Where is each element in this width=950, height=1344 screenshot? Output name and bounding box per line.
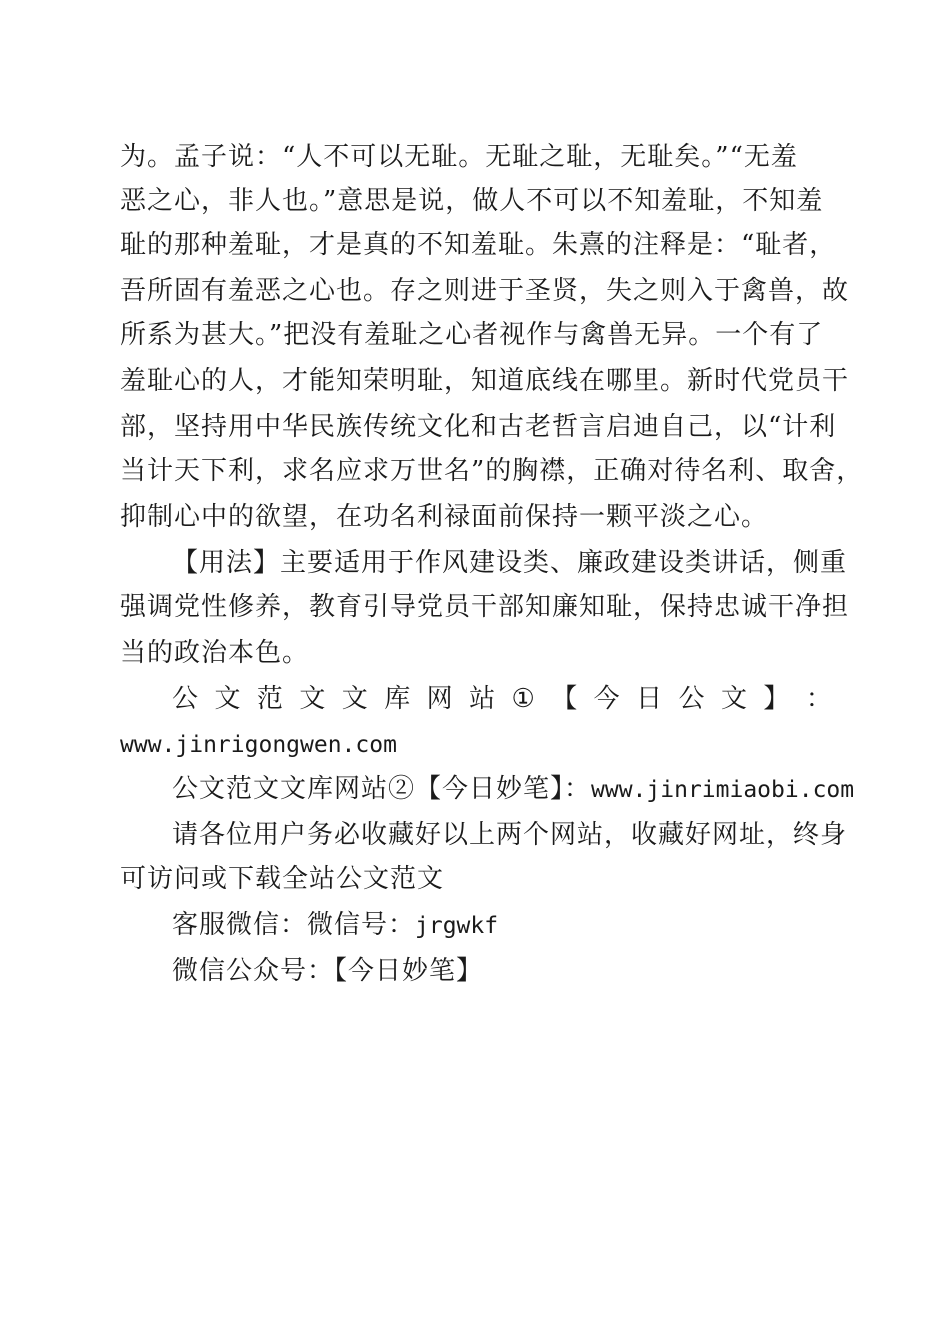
body-line: 耻的那种羞耻，才是真的不知羞耻。朱熹的注释是：“耻者， — [120, 230, 837, 260]
site1-char: ： — [805, 684, 832, 714]
usage-line: 强调党性修养，教育引导党员干部知廉知耻，保持忠诚干净担 — [120, 592, 850, 622]
body-line: 羞耻心的人，才能知荣明耻，知道底线在哪里。新时代党员干 — [120, 366, 850, 396]
site1-char: 公 — [678, 684, 705, 714]
site1-char: 文 — [299, 684, 326, 714]
site1-char: 文 — [341, 684, 368, 714]
site1-char: 站 — [469, 684, 496, 714]
site1-url[interactable]: www.jinrigongwen.com — [120, 732, 397, 758]
site1-label — [172, 682, 832, 716]
site1-char: 范 — [256, 684, 283, 714]
body-line: 所系为甚大。”把没有羞耻之心者视作与禽兽无异。一个有了 — [120, 320, 824, 350]
usage-line: 当的政治本色。 — [120, 638, 310, 668]
site1-char: 文 — [720, 684, 747, 714]
site2-label: 公文范文文库网站②【今日妙笔】： — [172, 774, 592, 804]
site1-char: 网 — [426, 684, 453, 714]
body-line: 恶之心，非人也。”意思是说，做人不可以不知羞耻，不知羞 — [120, 186, 824, 216]
site1-char: 【 — [551, 684, 578, 714]
site1-char: 】 — [763, 684, 790, 714]
notice-line: 可访问或下载全站公文范文 — [120, 864, 445, 894]
site1-char: 文 — [214, 684, 241, 714]
usage-line: 【用法】主要适用于作风建设类、廉政建设类讲话，侧重 — [172, 548, 848, 578]
official-account-line: 微信公众号：【今日妙笔】 — [172, 956, 484, 986]
site1-char: 公 — [172, 684, 199, 714]
site1-char: 今 — [593, 684, 620, 714]
body-line: 当计天下利，求名应求万世名”的胸襟，正确对待名利、取舍， — [120, 456, 864, 486]
site1-char: 日 — [636, 684, 663, 714]
body-line: 为。孟子说：“人不可以无耻。无耻之耻，无耻矣。”“无羞 — [120, 142, 798, 172]
wechat-id: jrgwkf — [415, 913, 499, 939]
wechat-line — [172, 908, 498, 942]
body-line: 吾所固有羞恶之心也。存之则进于圣贤，失之则入于禽兽，故 — [120, 276, 850, 306]
body-line: 部，坚持用中华民族传统文化和古老哲言启迪自己，以“计利 — [120, 412, 837, 442]
site2-url[interactable]: www.jinrimiaobi.com — [591, 777, 855, 803]
wechat-label: 客服微信：微信号： — [172, 910, 416, 940]
site1-char: 库 — [384, 684, 411, 714]
site2-line — [172, 772, 854, 806]
notice-line: 请各位用户务必收藏好以上两个网站，收藏好网址，终身 — [172, 820, 848, 850]
site1-char: ① — [511, 684, 535, 714]
body-line: 抑制心中的欲望，在功名利禄面前保持一颗平淡之心。 — [120, 502, 769, 532]
